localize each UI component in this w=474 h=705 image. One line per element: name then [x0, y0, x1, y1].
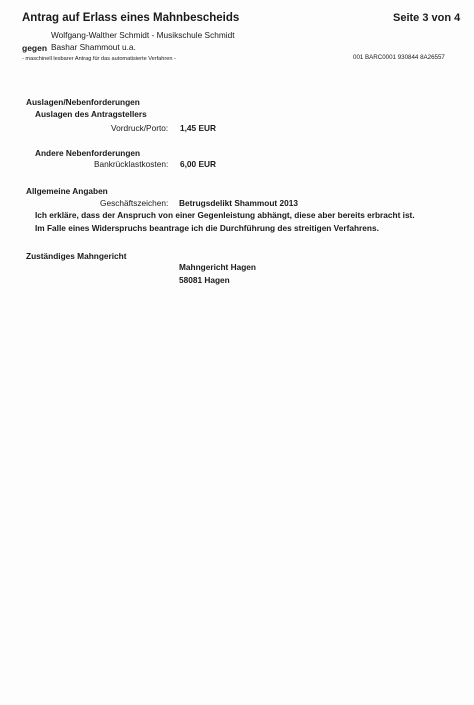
section-heading-andere: Andere Nebenforderungen — [35, 148, 141, 158]
gegen-label: gegen — [22, 43, 48, 53]
respondent-name: Bashar Shammout u.a. — [51, 42, 136, 52]
declaration-gegenleistung: Ich erkläre, dass der Anspruch von einer Gegenleistung abhängt, diese aber bereits erbracht ist. — [35, 210, 415, 220]
automation-note: - maschinell lesbarer Antrag für das automatisierte Verfahren - — [22, 56, 176, 62]
subheading-auslagen-antragsteller: Auslagen des Antragstellers — [35, 109, 147, 119]
geschaeftszeichen-label: Geschäftszeichen: — [100, 198, 169, 208]
section-heading-auslagen: Auslagen/Nebenforderungen — [26, 97, 140, 107]
bankruecklast-label: Bankrücklastkosten: — [94, 159, 169, 169]
vordruck-label: Vordruck/Porto: — [111, 123, 169, 133]
vordruck-value: 1,45 EUR — [180, 123, 216, 133]
section-heading-allgemein: Allgemeine Angaben — [26, 186, 108, 196]
court-city: 58081 Hagen — [179, 275, 230, 285]
declaration-widerspruch: Im Falle eines Widerspruchs beantrage ich die Durchführung des streitigen Verfahrens. — [35, 223, 379, 233]
page-indicator: Seite 3 von 4 — [393, 12, 461, 24]
barcode-id: 001 BARC0001 930844 8A26557 — [353, 54, 445, 61]
bankruecklast-value: 6,00 EUR — [180, 159, 216, 169]
court-name: Mahngericht Hagen — [179, 262, 256, 272]
applicant-name: Wolfgang-Walther Schmidt - Musikschule Schmidt — [51, 30, 235, 40]
section-heading-gericht: Zuständiges Mahngericht — [26, 251, 127, 261]
document-title: Antrag auf Erlass eines Mahnbescheids — [22, 12, 240, 24]
geschaeftszeichen-value: Betrugsdelikt Shammout 2013 — [179, 198, 298, 208]
